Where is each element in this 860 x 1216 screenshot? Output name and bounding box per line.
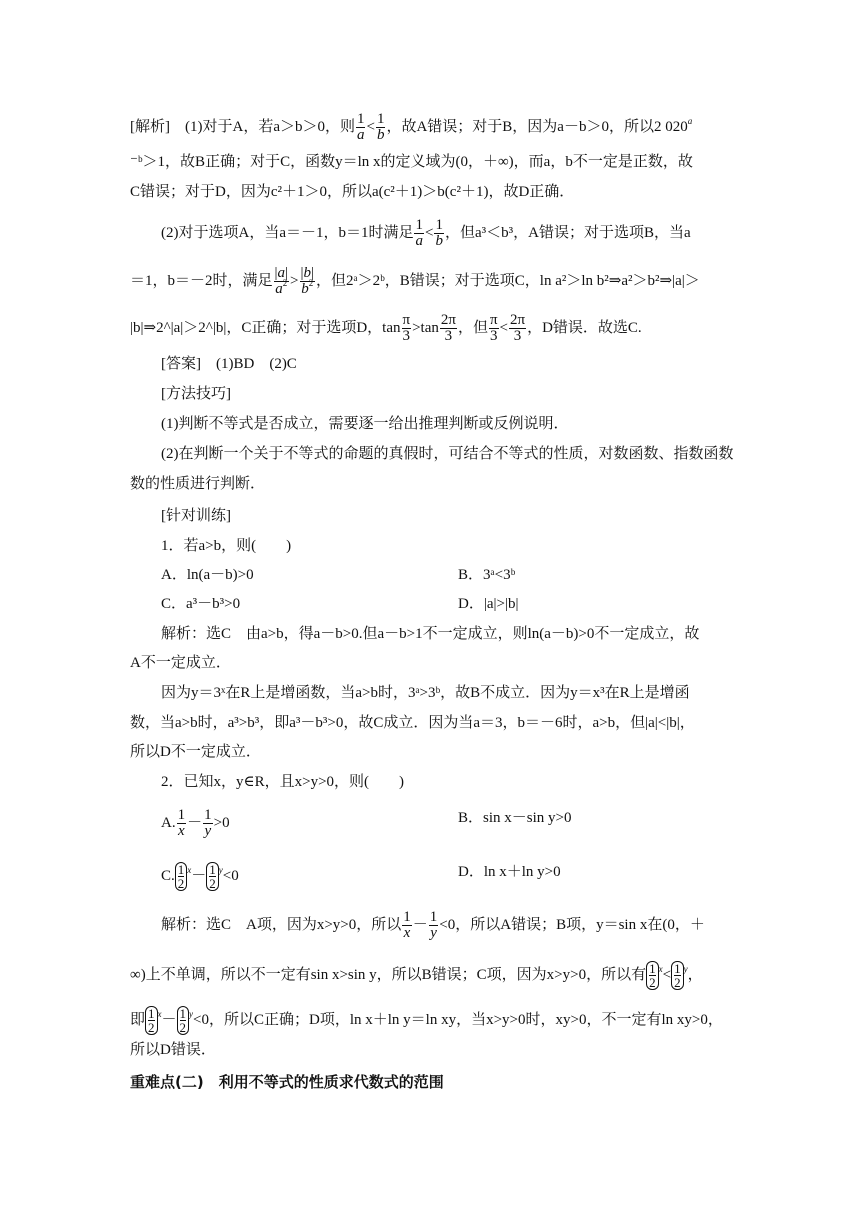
option-b: B．sin x－sin y>0	[458, 810, 572, 826]
option-b: B．3ᵃ<3ᵇ	[458, 567, 516, 583]
question-2-solution-line-1: 解析：选C A项，因为x>y>0，所以 $\frac{1}{x}$ － $\frac{1}{y}$ <0，所以A错误；B项，y＝sin x在(0，＋	[161, 909, 705, 941]
analysis-line-2: ⁻ᵇ＞1，故B正确；对于C，函数y＝ln x的定义域为(0，＋∞)，而a，b不一定是正数，故	[130, 154, 693, 170]
question-1-stem: 1．若a>b，则( )	[161, 538, 292, 554]
question-2-options-ab	[161, 808, 734, 839]
question-2-solution-line-3: 即 $\frac{1}{2}$ $^x$－ $\frac{1}{2}$ $^y$<0，所以C正确；D项，ln x＋ln y＝ln xy，当x>y>0时，xy>0，不一定有ln xy>0，	[130, 1006, 723, 1035]
option-a: A．ln(a－b)>0	[161, 567, 254, 583]
option-d: D．|a|>|b|	[458, 596, 519, 612]
analysis-part2-line-1: (2)对于选项A，当a＝－1，b＝1时满足 $\frac{1}{a}$ < $\frac{1}{b}$ ，但a³＜b³，A错误；对于选项B，当a	[161, 217, 691, 249]
question-1-options-cd	[161, 594, 734, 614]
option-a: A. $\frac{1}{x}$ － $\frac{1}{y}$ >0	[161, 807, 230, 839]
option-d: D．ln x＋ln y>0	[458, 864, 561, 880]
method-point-1: (1)判断不等式是否成立，需要逐一给出推理判断或反例说明．	[161, 416, 569, 432]
method-point-2-line-1: (2)在判断一个关于不等式的命题的真假时，可结合不等式的性质，对数函数、指数函数	[161, 446, 734, 462]
analysis-line-3: C错误；对于D，因为c²＋1＞0，所以a(c²＋1)＞b(c²＋1)，故D正确．	[130, 184, 575, 200]
question-1-solution-line-2: A不一定成立．	[130, 655, 231, 671]
question-1-solution-line-5: 所以D不一定成立．	[130, 744, 261, 760]
analysis-part2-line-2: ＝1，b＝－2时，满足 $\frac{|a|}{a^2}$ > $\frac{|b|}{b^2}$ ，但2ᵃ＞2ᵇ，B错误；对于选项C，ln a²＞ln b²⇒a²＞b²⇒|a|＞	[130, 265, 700, 297]
option-c: C．a³－b³>0	[161, 596, 241, 612]
question-1-options-ab	[161, 565, 734, 585]
analysis-part2-line-3: |b|⇒2^|a|＞2^|b|，C正确；对于选项D，tan $\frac{\pi}{3}$ >tan $\frac{2\pi}{3}$ ，但 $\frac{\pi}{3}$ < $\frac{2\pi}{3}$ ，D错误．故选C.	[130, 312, 642, 344]
fraction-1-over-a: $\frac{1}{a}$	[356, 111, 365, 143]
question-2-solution-line-2: ∞)上不单调，所以不一定有sin x>sin y，所以B错误；C项，因为x>y>0，所以有 $\frac{1}{2}$ $^x$< $\frac{1}{2}$ $^y$，	[130, 961, 703, 990]
question-2-options-cd	[161, 862, 734, 891]
question-2-solution-line-4: 所以D错误．	[130, 1042, 216, 1058]
method-title: [方法技巧]	[161, 386, 231, 402]
question-1-solution-line-3: 因为y＝3ˣ在R上是增函数，当a>b时，3ᵃ>3ᵇ，故B不成立．因为y＝x³在R上是增函	[161, 685, 690, 701]
fraction-1-over-b: $\frac{1}{b}$	[376, 111, 385, 143]
analysis-line-1: [解析] (1)对于A，若a＞b＞0，则 $\frac{1}{a}$ < $\frac{1}{b}$ ，故A错误；对于B，因为a－b＞0，所以2 020$^a$	[130, 111, 693, 143]
section-heading: 重难点(二) 利用不等式的性质求代数式的范围	[130, 1073, 444, 1091]
question-2-stem: 2．已知x，y∈R，且x>y>0，则( )	[161, 774, 405, 790]
option-c: C. $\frac{1}{2}$ $^x$－ $\frac{1}{2}$ $^y$<0	[161, 862, 239, 891]
question-1-solution-line-4: 数，当a>b时，a³>b³，即a³－b³>0，故C成立．因为当a＝3，b＝－6时，a>b，但|a|<|b|，	[130, 715, 695, 731]
method-point-2-line-2: 数的性质进行判断．	[130, 476, 266, 492]
training-title: [针对训练]	[161, 508, 231, 524]
answer-line: [答案] (1)BD (2)C	[161, 356, 297, 372]
question-1-solution-line-1: 解析：选C 由a>b，得a－b>0.但a－b>1不一定成立，则ln(a－b)>0不一定成立，故	[161, 626, 700, 642]
